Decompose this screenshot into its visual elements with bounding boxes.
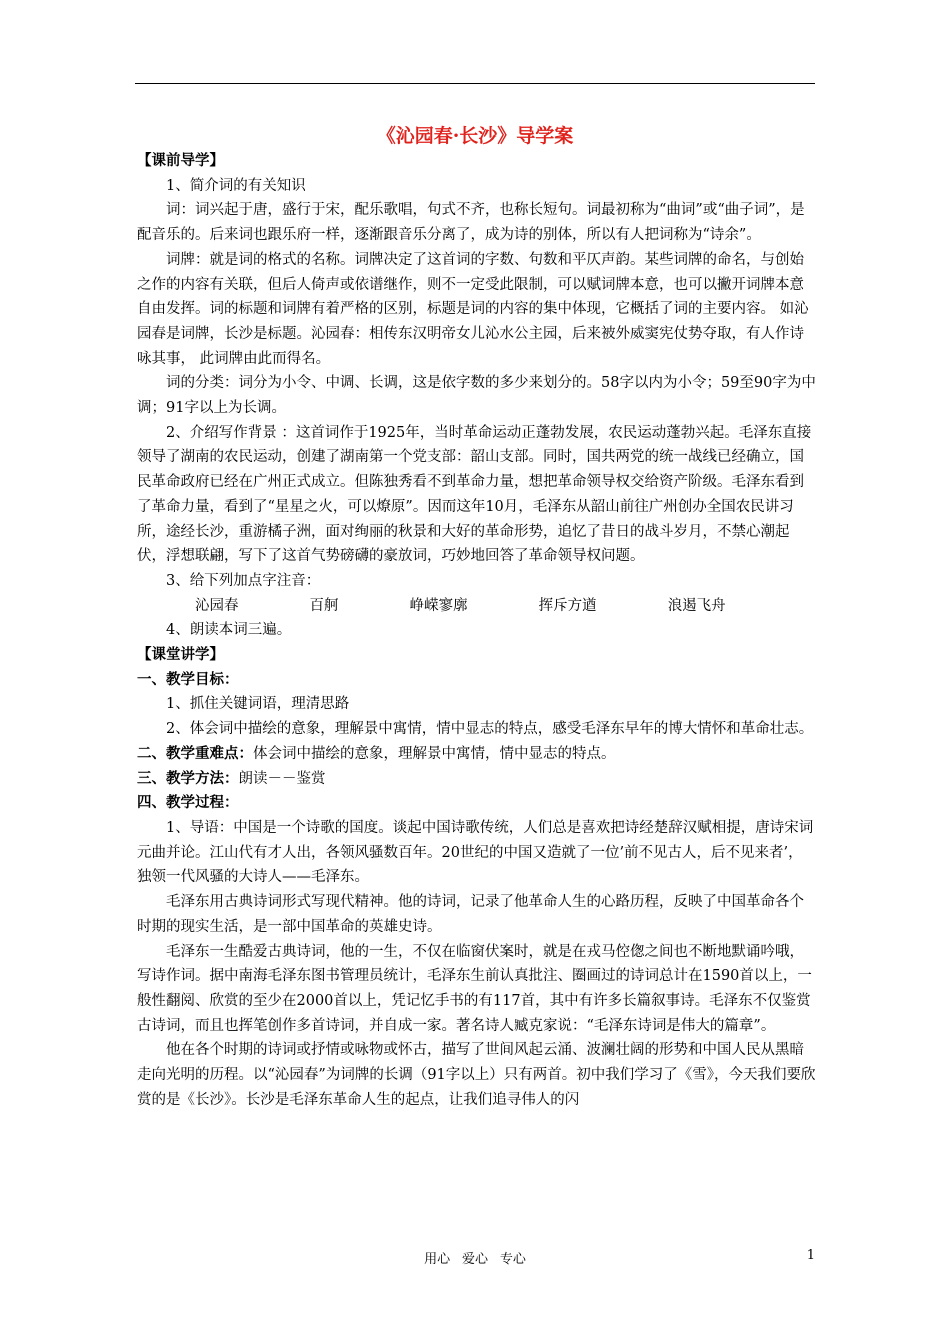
paragraph-intro-speech: 1、导语：中国是一个诗歌的国度。谈起中国诗歌传统，人们总是喜欢把诗经楚辞汉赋相提，唐诗宋词元曲并论。江山代有才人出，各领风骚数百年。20世纪的中国又造就了一位’前不见古人，后不见来者’，独领一代风骚的大诗人——毛泽东。 (137, 819, 814, 886)
paragraph-cipai: 词牌：就是词的格式的名称。词牌决定了这首词的字数、句数和平仄声韵。某些词牌的命名，与创始之作的内容有关联，但后人倚声或依谱继作，则不一定受此限制，可以赋词牌本意，也可以撇开词牌本意自由发挥。词的标题和词牌有着严格的区别，标题是词的内容的集中体现，它概括了词的主要内容。 如沁园春是词牌，长沙是标题。沁园春：相传东汉明帝女儿沁水公主园，后来被外威窦宪仗势夺取，有人作诗咏其事， 此词牌由此而得名。 (137, 251, 809, 367)
paragraph-love-of-poetry: 毛泽东一生酷爱古典诗词，他的一生，不仅在临窗伏案时，就是在戎马倥偬之间也不断地默诵吟哦，写诗作词。据中南海毛泽东图书管理员统计，毛泽东生前认真批注、圈画过的诗词总计在1590首以上，一般性翻阅、欣赏的至少在2000首以上，凭记忆手书的有117首，其中有许多长篇叙事诗。毛泽东不仅鉴赏古诗词，而且也挥笔创作多首诗词，并自成一家。著名诗人臧克家说：“毛泽东诗词是伟大的篇章”。 (137, 943, 812, 1034)
section-heading-classroom: 【课堂讲学】 (137, 646, 224, 664)
word-item: 峥嵘寥廓 (409, 597, 468, 614)
footer-motto: 用心 爱心 专心 (424, 1252, 526, 1267)
goal-item-2: 2、体会词中描绘的意象，理解景中寓情，情中显志的特点，感受毛泽东早年的博大情怀和革命壮志。 (166, 721, 814, 738)
goal-item-1: 1、抓住关键词语，理清思路 (166, 696, 350, 713)
page-number: 1 (806, 1248, 815, 1263)
document-body (137, 149, 817, 1112)
method-text: 朗读－－鉴赏 (238, 770, 326, 787)
key-points-label: 二、教学重难点： (137, 744, 253, 762)
section-heading-preview: 【课前导学】 (137, 152, 224, 169)
method-label: 三、教学方法： (137, 769, 239, 787)
header-rule (135, 83, 815, 84)
word-item: 百舸 (309, 597, 339, 614)
word-item: 沁园春 (195, 597, 239, 614)
word-item: 挥斥方遒 (538, 597, 597, 614)
heading-teaching-goals: 一、教学目标： (137, 670, 239, 688)
heading-teaching-process: 四、教学过程： (137, 794, 239, 812)
method-line (137, 767, 817, 792)
paragraph-ci-definition: 词：词兴起于唐，盛行于宋，配乐歌唱，句式不齐，也称长短句。词最初称为“曲词”或“曲子词”，是配音乐的。后来词也跟乐府一样，逐渐跟音乐分离了，成为诗的别体，所以有人把词称为“诗余”。 (137, 202, 805, 244)
paragraph-modern-spirit: 毛泽东用古典诗词形式写现代精神。他的诗词，记录了他革命人生的心路历程，反映了中国革命各个时期的现实生活，是一部中国革命的英雄史诗。 (137, 894, 804, 935)
page-footer (135, 1240, 815, 1274)
paragraph-ci-classification: 词的分类：词分为小令、中调、长调，这是依字数的多少来划分的。58字以内为小令；59至90字为中调；91字以上为长调。 (137, 375, 816, 417)
pronunciation-words (137, 594, 817, 619)
document-title: 《沁园春·长沙》导学案 (376, 125, 574, 147)
paragraph-poetry-themes: 他在各个时期的诗词或抒情或咏物或怀古，描写了世间风起云涌、波澜壮阔的形势和中国人民从黑暗走向光明的历程。以“沁园春”为词牌的长调（91字以上）只有两首。初中我们学习了《雪》，今天我们要欣赏的是《长沙》。长沙是毛泽东革命人生的起点，让我们追寻伟人的闪 (137, 1042, 816, 1108)
key-points-line (137, 742, 817, 767)
item-reading: 4、朗读本词三遍。 (166, 622, 292, 639)
paragraph-background: 2、介绍写作背景 ：这首词作于1925年，当时革命运动正蓬勃发展，农民运动蓬勃兴起。毛泽东直接领导了湖南的农民运动，创建了湖南第一个党支部：韶山支部。同时，国共两党的统一战线已经确立，国民革命政府已经在广州正式成立。但陈独秀看不到革命力量，想把革命领导权交给资产阶级。毛泽东看到了革命力量，看到了“星星之火，可以燎原”。因而这年10月，毛泽东从韶山前往广州创办全国农民讲习所，途经长沙，重游橘子洲，面对绚丽的秋景和大好的革命形势，追忆了昔日的战斗岁月，不禁心潮起伏，浮想联翩，写下了这首气势磅礴的豪放词，巧妙地回答了革命领导权问题。 (137, 424, 812, 565)
item-pronunciation: 3、给下列加点字注音： (166, 572, 321, 589)
word-item: 浪遏飞舟 (667, 597, 726, 614)
key-points-text: 体会词中描绘的意象，理解景中寓情，情中显志的特点。 (253, 745, 616, 762)
item-intro-ci: 1、简介词的有关知识 (166, 177, 306, 194)
